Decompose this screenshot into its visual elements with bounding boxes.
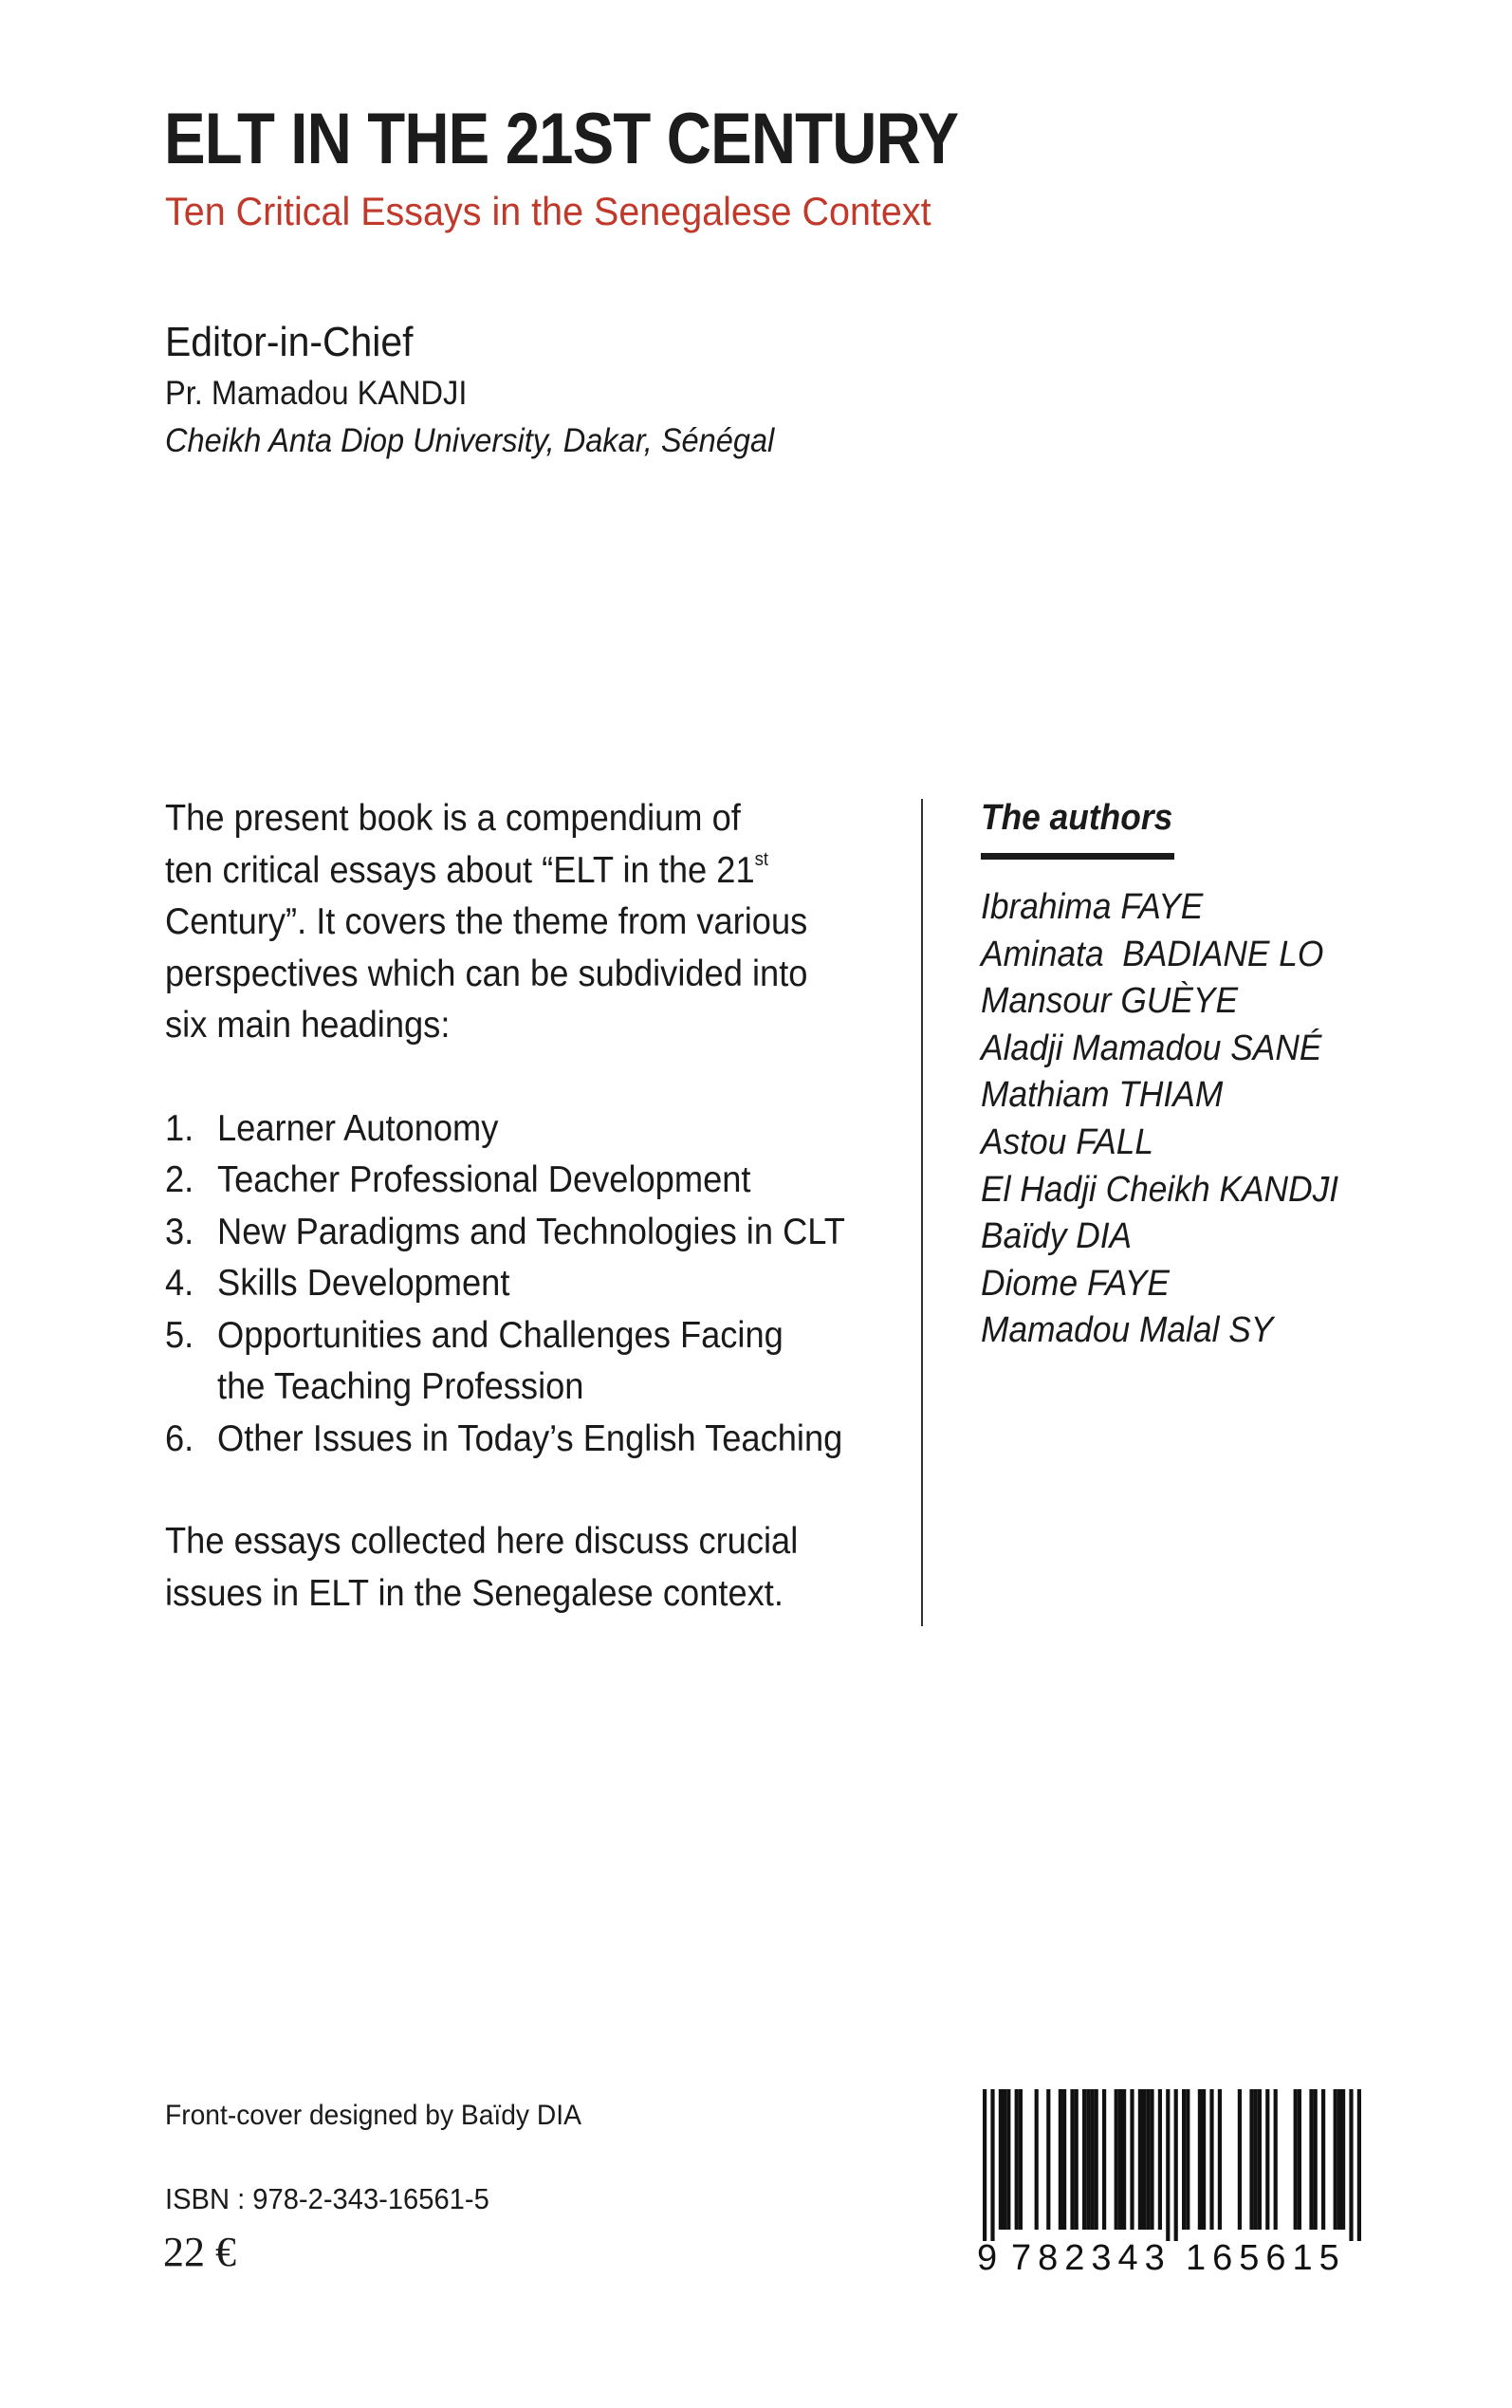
barcode-bar	[1035, 2089, 1039, 2230]
barcode-bar	[1142, 2089, 1146, 2230]
barcode-digit-first: 9	[977, 2238, 998, 2275]
barcode-bar	[1115, 2089, 1118, 2230]
book-title: ELT IN THE 21ST CENTURY	[164, 99, 959, 179]
column-divider	[921, 799, 923, 1626]
barcode-bar	[1321, 2089, 1325, 2230]
barcode-bar	[999, 2089, 1003, 2230]
intro-paragraph	[165, 793, 886, 1052]
description-column	[165, 793, 886, 1620]
list-item-text: Learner Autonomy	[217, 1107, 499, 1149]
headings-list	[165, 1103, 886, 1466]
closing-line: issues in ELT in the Senegalese context.	[165, 1572, 784, 1614]
barcode-bar	[1122, 2089, 1126, 2230]
list-item	[165, 1207, 886, 1259]
barcode-bar	[1265, 2089, 1269, 2230]
barcode-bar	[1166, 2089, 1170, 2241]
barcode-bar	[1082, 2089, 1086, 2230]
author-name: Mansour GUÈYE	[981, 981, 1239, 1022]
list-item-text: Opportunities and Challenges Facing	[217, 1314, 784, 1356]
intro-line	[165, 845, 836, 898]
barcode-bar	[1174, 2089, 1178, 2241]
author-name: Aminata BADIANE LO	[981, 934, 1324, 974]
author-name: Astou FALL	[981, 1121, 1154, 1162]
barcode-bar	[1218, 2089, 1222, 2230]
barcode-bar	[1138, 2089, 1142, 2230]
authors-list	[981, 884, 1474, 1355]
author-name: Mathiam THIAM	[981, 1075, 1224, 1116]
barcode-bar	[1198, 2089, 1202, 2230]
list-item-text-continued: the Teaching Profession	[217, 1366, 584, 1407]
list-item	[165, 1103, 886, 1156]
barcode-digits-right: 165615	[1186, 2238, 1346, 2275]
isbn-barcode	[971, 2085, 1370, 2275]
barcode-bar	[1146, 2089, 1150, 2230]
list-number: 1.	[165, 1107, 194, 1149]
barcode-bar	[1249, 2089, 1253, 2230]
list-number: 3.	[165, 1211, 194, 1252]
author-name: El Hadji Cheikh KANDJI	[981, 1169, 1339, 1210]
intro-line-text: ten critical essays about “ELT in the 21	[165, 849, 755, 891]
closing-paragraph	[165, 1516, 886, 1620]
barcode-bar	[1102, 2089, 1106, 2230]
list-number: 6.	[165, 1417, 194, 1459]
barcode-bar	[990, 2089, 994, 2241]
intro-line: The present book is a compendium of	[165, 798, 741, 839]
barcode-bar	[1003, 2089, 1006, 2230]
author-name: Ibrahima FAYE	[981, 887, 1204, 927]
barcode-bar	[1314, 2089, 1318, 2230]
authors-heading: The authors	[981, 798, 1173, 838]
book-subtitle: Ten Critical Essays in the Senegalese Context	[165, 189, 931, 233]
author-name: Mamadou Malal SY	[981, 1310, 1274, 1351]
barcode-bar	[1086, 2089, 1090, 2230]
author-name: Baïdy DIA	[981, 1216, 1133, 1257]
barcode-bar	[983, 2089, 986, 2241]
list-item-text: Skills Development	[217, 1263, 510, 1304]
list-number: 4.	[165, 1263, 194, 1304]
list-item-text: Teacher Professional Development	[217, 1159, 751, 1200]
list-item	[165, 1414, 886, 1466]
barcode-bar	[1130, 2089, 1134, 2230]
barcode-bar	[1015, 2089, 1019, 2230]
ordinal-suffix: st	[754, 848, 769, 870]
barcode-bar	[1186, 2089, 1189, 2230]
intro-line: six main headings:	[165, 1005, 451, 1046]
barcode-bar	[1209, 2089, 1213, 2230]
editor-affiliation: Cheikh Anta Diop University, Dakar, Sénégal	[165, 422, 775, 459]
barcode-digits-left: 782343	[1011, 2238, 1171, 2275]
cover-credit: Front-cover designed by Baïdy DIA	[165, 2100, 581, 2131]
barcode-bar	[1274, 2089, 1278, 2230]
barcode-bar	[1059, 2089, 1062, 2230]
barcode-bar	[1337, 2089, 1341, 2230]
price: 22 €	[163, 2229, 236, 2275]
list-item	[165, 1310, 886, 1414]
barcode-bar	[1294, 2089, 1298, 2230]
barcode-bar	[1341, 2089, 1345, 2230]
authors-heading-underline	[981, 853, 1174, 860]
barcode-bar	[1182, 2089, 1186, 2230]
barcode-bar	[1062, 2089, 1066, 2230]
authors-column	[981, 795, 1474, 1355]
barcode-bar	[1349, 2089, 1353, 2241]
barcode-bar	[1019, 2089, 1023, 2230]
barcode-bar	[1006, 2089, 1010, 2230]
barcode-bar	[1095, 2089, 1098, 2230]
list-item	[165, 1155, 886, 1207]
barcode-bar	[1202, 2089, 1206, 2230]
list-item-text: Other Issues in Today’s English Teaching	[217, 1417, 843, 1459]
barcode-bar	[1258, 2089, 1262, 2230]
isbn: ISBN : 978-2-343-16561-5	[165, 2182, 489, 2215]
editor-name: Pr. Mamadou KANDJI	[165, 375, 468, 412]
barcode-bar	[1158, 2089, 1162, 2230]
barcode-bar	[1090, 2089, 1094, 2230]
author-name: Diome FAYE	[981, 1263, 1171, 1304]
author-name: Aladji Mamadou SANÉ	[981, 1028, 1322, 1068]
barcode-bar	[1238, 2089, 1242, 2230]
barcode-bar	[1070, 2089, 1074, 2230]
editor-label: Editor-in-Chief	[165, 319, 414, 365]
barcode-bar	[1298, 2089, 1301, 2230]
closing-line: The essays collected here discuss crucial	[165, 1521, 799, 1562]
barcode-bar	[1075, 2089, 1079, 2230]
list-item-text: New Paradigms and Technologies in CLT	[217, 1211, 845, 1252]
barcode-bar	[1046, 2089, 1050, 2230]
barcode-bar	[1334, 2089, 1337, 2230]
barcode-bar	[1150, 2089, 1153, 2230]
intro-line: perspectives which can be subdivided into	[165, 953, 808, 994]
barcode-bar	[1254, 2089, 1258, 2230]
barcode-bar	[1357, 2089, 1361, 2241]
barcode-bar	[1118, 2089, 1122, 2230]
intro-line: Century”. It covers the theme from various	[165, 901, 808, 942]
list-item	[165, 1258, 886, 1310]
barcode-bar	[1309, 2089, 1313, 2230]
list-number: 2.	[165, 1159, 194, 1200]
list-number: 5.	[165, 1314, 194, 1356]
